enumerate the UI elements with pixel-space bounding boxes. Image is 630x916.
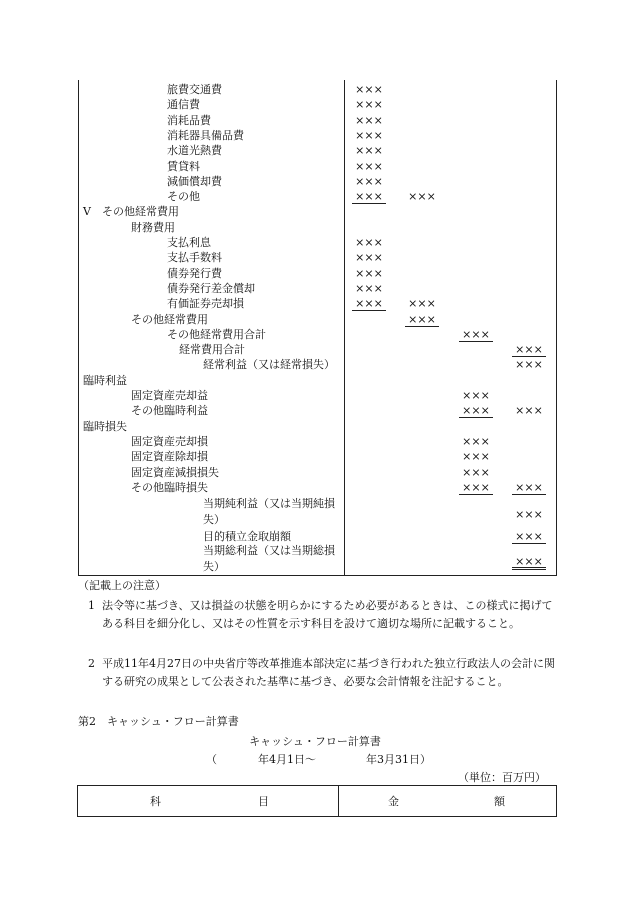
note-number: 2	[88, 657, 95, 670]
statement-row-amount: ×××	[459, 405, 493, 418]
statement-row	[79, 465, 556, 481]
statement-row-amount: ×××	[515, 358, 543, 372]
statement-row	[79, 342, 556, 358]
statement-row-amount: ×××	[355, 251, 383, 265]
statement-row-label: 支払手数料	[167, 251, 222, 265]
statement-row	[79, 480, 556, 496]
statement-row-label: V その他経常費用	[83, 205, 179, 219]
header-amount-b: 額	[494, 795, 505, 808]
statement-row-amount: ×××	[355, 98, 383, 112]
statement-row	[79, 189, 556, 205]
statement-row-amount: ×××	[408, 190, 436, 204]
period-open-paren: （	[206, 753, 217, 766]
section-heading: 第2 キャッシュ・フロー計算書	[78, 715, 239, 728]
total-income-label: 当期総利益（又は当期総損失）	[203, 544, 335, 573]
statement-row	[79, 82, 556, 98]
statement-row-label: 固定資産減損損失	[131, 465, 219, 479]
statement-row	[79, 373, 556, 389]
statement-row-label: 経常費用合計	[179, 343, 245, 357]
statement-row	[79, 235, 556, 251]
statement-row-label: 支払利息	[167, 236, 211, 249]
statement-row-label: 通信費	[167, 98, 200, 112]
statement-row	[79, 220, 556, 236]
cashflow-title: キャッシュ・フロー計算書	[249, 735, 381, 748]
header-amount-a: 金	[388, 795, 399, 808]
statement-row-amount: ×××	[462, 465, 490, 479]
header-item-a: 科	[150, 795, 161, 808]
statement-row-amount: ×××	[459, 482, 493, 495]
unit-label: （単位：百万円）	[458, 771, 546, 784]
note-number: 1	[88, 599, 95, 612]
statement-row-amount: ×××	[355, 159, 383, 173]
statement-row-amount: ×××	[355, 266, 383, 280]
statement-row-amount: ×××	[408, 297, 436, 311]
statement-row	[79, 174, 556, 190]
statement-row-label: 臨時損失	[83, 419, 127, 433]
statement-row	[79, 403, 556, 419]
statement-row-label: 旅費交通費	[167, 83, 222, 96]
note-item-1	[88, 597, 564, 651]
statement-row-amount: ×××	[355, 128, 383, 142]
notes-title: （記載上の注意）	[78, 579, 166, 592]
statement-row-label: 固定資産売却益	[131, 389, 208, 402]
statement-row	[79, 388, 556, 404]
statement-row-amount: ×××	[352, 298, 386, 311]
net-income-row	[79, 497, 556, 528]
statement-row-label: 減価償却費	[167, 174, 222, 188]
statement-row-amount: ×××	[459, 329, 493, 342]
reserve-label: 目的積立金取崩額	[203, 530, 291, 543]
statement-row	[79, 113, 556, 129]
statement-row-label: その他臨時利益	[131, 404, 208, 418]
statement-row-label: 賃貸料	[167, 159, 200, 173]
cashflow-header-table	[77, 785, 557, 817]
note-text: 平成11年4月27日の中央省庁等改革推進本部決定に基づき行われた独立行政法人の会計に関する研究の成果として公表された基準に基づき、必要な会計情報を注記すること。	[102, 657, 555, 688]
statement-row-label: 財務費用	[131, 220, 175, 234]
statement-row-amount: ×××	[462, 434, 490, 448]
total-income-amount: ×××	[512, 556, 546, 570]
total-income-row	[79, 544, 556, 575]
statement-row	[79, 419, 556, 435]
statement-row-label: 固定資産売却損	[131, 434, 208, 448]
period-end: 年3月31日）	[366, 753, 431, 766]
statement-row-label: 有価証券売却損	[167, 297, 244, 311]
reserve-amount: ×××	[512, 531, 546, 544]
income-statement-table	[78, 80, 557, 576]
statement-row-label: 臨時利益	[83, 373, 127, 387]
statement-row-label: 固定資産除却損	[131, 450, 208, 464]
net-income-amount: ×××	[515, 508, 543, 521]
statement-row-label: 債券発行差金償却	[167, 281, 255, 295]
header-item-b: 目	[258, 795, 269, 808]
statement-row-amount: ×××	[462, 389, 490, 402]
note-item-2	[88, 655, 564, 709]
statement-row-label: 債券発行費	[167, 266, 222, 280]
header-divider	[338, 786, 339, 816]
statement-row-amount: ×××	[512, 344, 546, 357]
statement-row-amount: ×××	[355, 83, 383, 96]
statement-row-amount: ×××	[352, 191, 386, 204]
statement-row	[79, 266, 556, 282]
statement-row	[79, 250, 556, 266]
statement-row	[79, 327, 556, 343]
statement-row-amount: ×××	[515, 404, 543, 418]
statement-row	[79, 434, 556, 450]
statement-row-label: その他経常費用合計	[167, 327, 266, 341]
statement-row-label: 水道光熱費	[167, 144, 222, 158]
note-text: 法令等に基づき、又は損益の状態を明らかにするため必要があるときは、この様式に掲げてある科目を細分化し、又はその性質を示す科目を設けて適切な場所に記載すること。	[102, 599, 553, 630]
statement-row	[79, 143, 556, 159]
statement-row-amount: ×××	[355, 113, 383, 127]
statement-row	[79, 281, 556, 297]
statement-row-label: 消耗品費	[167, 113, 211, 127]
statement-row-amount: ×××	[462, 450, 490, 464]
statement-row-label: 経常利益（又は経常損失）	[203, 358, 335, 372]
statement-row	[79, 312, 556, 328]
statement-row-amount: ×××	[405, 314, 439, 327]
statement-row-amount: ×××	[355, 236, 383, 249]
statement-row-amount: ×××	[355, 174, 383, 188]
statement-row-label: 消耗器具備品費	[167, 128, 244, 142]
net-income-label: 当期純利益（又は当期純損失）	[203, 497, 335, 526]
statement-row-amount: ×××	[512, 482, 546, 495]
statement-row	[79, 159, 556, 175]
statement-row	[79, 97, 556, 113]
statement-row-amount: ×××	[355, 281, 383, 295]
statement-row	[79, 204, 556, 220]
period-start: 年4月1日～	[258, 753, 316, 766]
statement-row-label: その他	[167, 190, 200, 204]
statement-row	[79, 449, 556, 465]
statement-row-label: その他経常費用	[131, 312, 208, 326]
statement-row-label: その他臨時損失	[131, 480, 208, 494]
statement-row	[79, 296, 556, 312]
statement-row	[79, 357, 556, 373]
statement-row	[79, 128, 556, 144]
statement-row-amount: ×××	[355, 144, 383, 158]
